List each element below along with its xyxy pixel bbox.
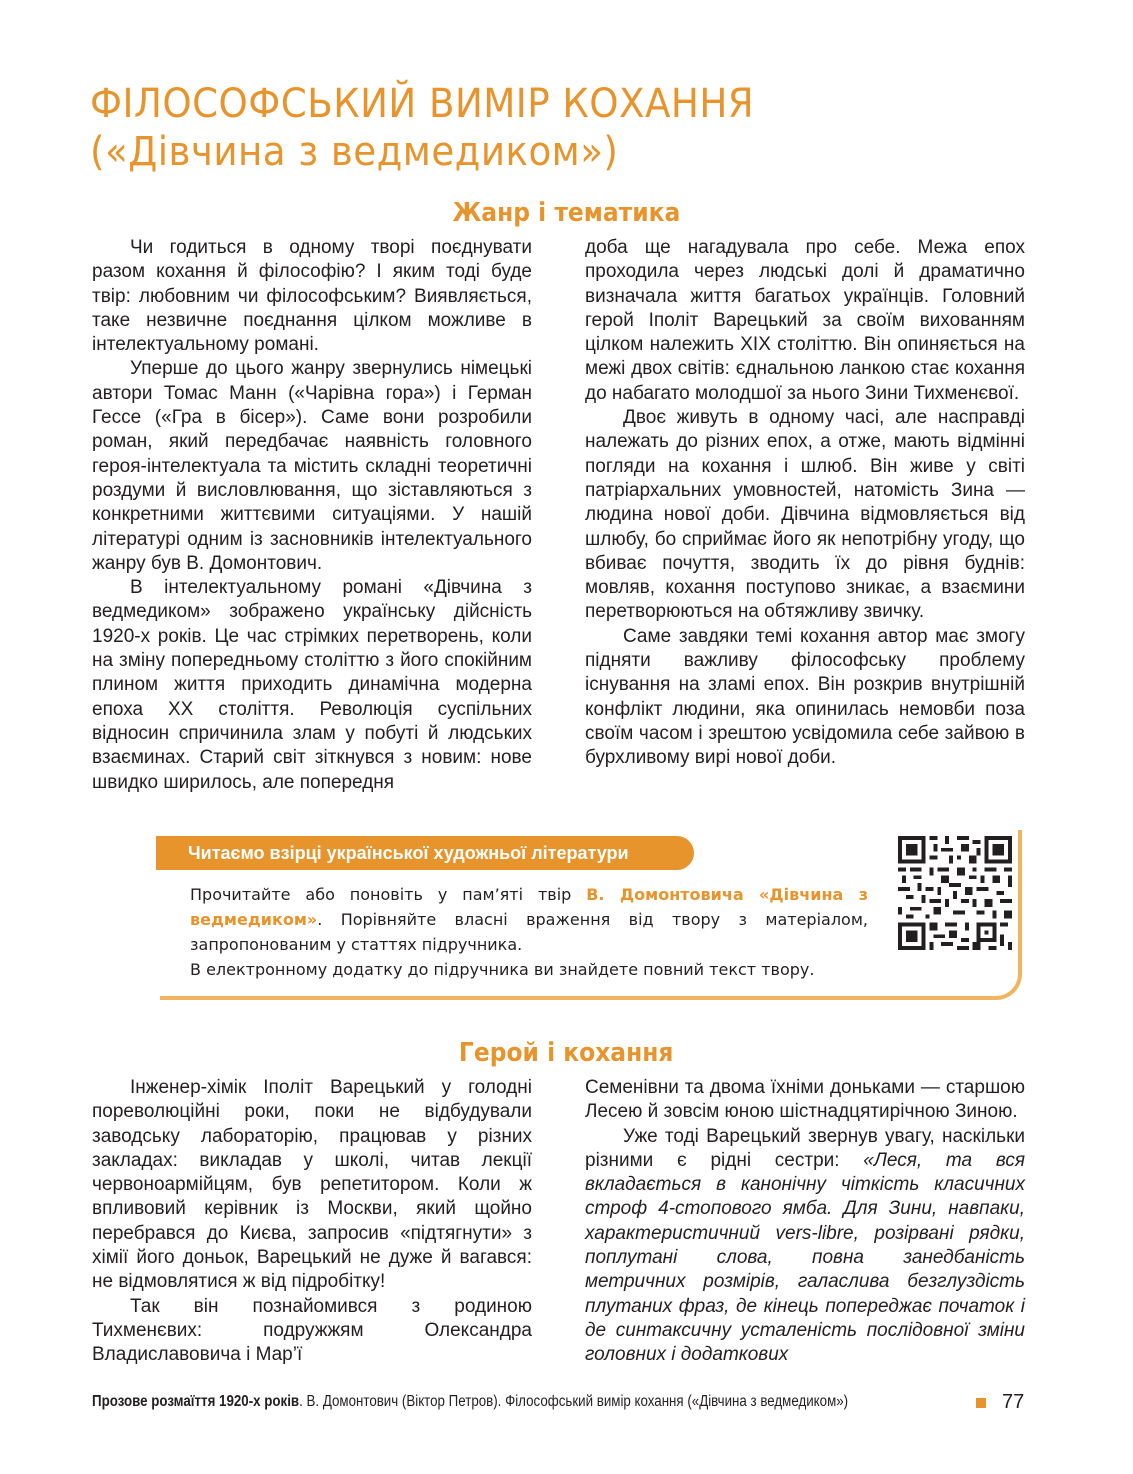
quotation: «Леся, та вся вкладається в канонічну чіткість класичних строф 4-стопового ямба. Для Зини, навпаки, характеристичний vers-libre, розірвані рядки, поплутані слова, повна занедбаність метричних розмірів, галаслива безглуздість плутаних фраз, де кінець попереджає початок і де синтаксичну усталеність послідовної зміни головних і додаткових xyxy=(585,1149,1025,1366)
page-title xyxy=(90,80,1001,176)
reading-box-text xyxy=(190,882,868,982)
paragraph: Двоє живуть в одному часі, але насправді належать до різних епох, а отже, мають відмінні погляди на кохання і шлюб. Він живе у світі патріархальних умовностей, натомість Зина — людина нової доби. Дівчина відмовляється від шлюбу, бо сприймає його як непотрібну угоду, що вбиває почуття, зводить їх до рівня буднів: мовляв, кохання поступово зникає, а взаємини перетворюються на обтяжливу звичку. xyxy=(585,407,1025,623)
title-line-2: («Дівчина з ведмедиком») xyxy=(90,129,619,175)
qr-code-icon[interactable] xyxy=(898,836,1012,950)
section1-left-column xyxy=(92,236,532,795)
paragraph: Чи годиться в одному творі поєднувати разом кохання й філософію? І яким тоді буде твір: любовним чи філософським? Виявляється, таке незвичне поєднання цілком можливе в інтелектуальному романі. xyxy=(92,237,532,356)
reading-box-tab: Читаємо взірці української художньої літератури xyxy=(156,836,694,870)
paragraph: Інженер-хімік Іполіт Варецький у голодні пореволюційні роки, поки не відбудували заводську лабораторію, працював у різних закладах: викладав у школі, читав лекції червоноармійцям, був репетитором. Коли ж впливовий керівник із Москви, який щойно перебрався до Києва, запросив «підтягнути» з хімії його доньок, Варецький не дуже й вагався: не відмовлятися ж від підробітку! xyxy=(92,1077,532,1293)
footer-running-title: Прозове розмаїття 1920-х років. В. Домонтович (Віктор Петров). Філософський вимір кохання («Дівчина з ведмедиком») xyxy=(92,1393,849,1410)
page-number: 77 xyxy=(1002,1391,1025,1413)
section2-left-column xyxy=(92,1076,532,1368)
page-footer xyxy=(92,1390,1042,1414)
work-reference: В. Домонтовича «Дівчина з ведмедиком» xyxy=(190,885,868,929)
section2-right-column xyxy=(585,1076,1025,1368)
paragraph: В інтелектуальному романі «Дівчина з ведмедиком» зображено українську дійсність 1920-х років. Це час стрімких перетворень, коли на зміну попередньому століттю з його спокійним плином життя приходить динамічна модерна епоха ХХ століття. Революція суспільних відносин спричинила злам у побуті й людських взаєминах. Старий світ зіткнувся з новим: нове швидко ширилось, але попередня xyxy=(92,577,532,793)
reading-instruction: Прочитайте або поновіть у пам’яті твір В. Домонтовича «Дівчина з ведмедиком». Порівняйте власні враження від твору з матеріалом, запропонованим у статтях підручника. xyxy=(190,885,868,954)
title-line-1: ФІЛОСОФСЬКИЙ ВИМІР КОХАННЯ xyxy=(90,81,755,127)
paragraph: Уперше до цього жанру звернулись німецькі автори Томас Манн («Чарівна гора») і Герман Гессе («Гра в бісер»). Саме вони розробили роман, який передбачає наявність головного героя-інтелектуала та містить складні теоретичні роздуми й висловлювання, що зіставляються з конкретними життєвими ситуаціями. У нашій літературі одним із засновників інтелектуального жанру був В. Домонтович. xyxy=(92,358,532,574)
section-heading-hero: Герой і кохання xyxy=(459,1038,674,1068)
section-heading-genre: Жанр і тематика xyxy=(452,198,681,228)
paragraph: Уже тоді Варецький звернув увагу, наскільки різними є рідні сестри: «Леся, та вся вкладається в канонічну чіткість класичних строф 4-стопового ямба. Для Зини, навпаки, характеристичний vers-libre, розірвані рядки, поплутані слова, повна занедбаність метричних розмірів, галаслива безглуздість плутаних фраз, де кінець попереджає початок і де синтаксичну усталеність послідовної зміни головних і додаткових xyxy=(585,1125,1025,1366)
reading-note: В електронному додатку до підручника ви знайдете повний текст твору. xyxy=(190,960,815,979)
section1-right-column xyxy=(585,236,1025,771)
paragraph: Так він познайомився з родиною Тихменєвих: подружжям Олександра Владиславовича і Мар’ї xyxy=(92,1295,532,1366)
footer-square-icon xyxy=(976,1398,986,1408)
paragraph: Семенівни та двома їхніми доньками — старшою Лесею й зовсім юною шістнадцятирічною Зиною. xyxy=(585,1077,1025,1123)
paragraph: доба ще нагадувала про себе. Межа епох проходила через людські долі й драматично визначала життя багатьох українців. Головний герой Іполіт Варецький за своїм вихованням цілком належить ХІХ століттю. Він опиняється на межі двох світів: єднальною ланкою стає кохання до набагато молодшої за нього Зини Тихменєвої. xyxy=(585,237,1025,404)
paragraph: Саме завдяки темі кохання автор має змогу підняти важливу філософську проблему існування на зламі епох. Він розкрив внутрішній конфлікт людини, яка опинилась немовби поза своїм часом і зрештою усвідомила себе зайвою в бурхливому вирі нової доби. xyxy=(585,625,1025,769)
